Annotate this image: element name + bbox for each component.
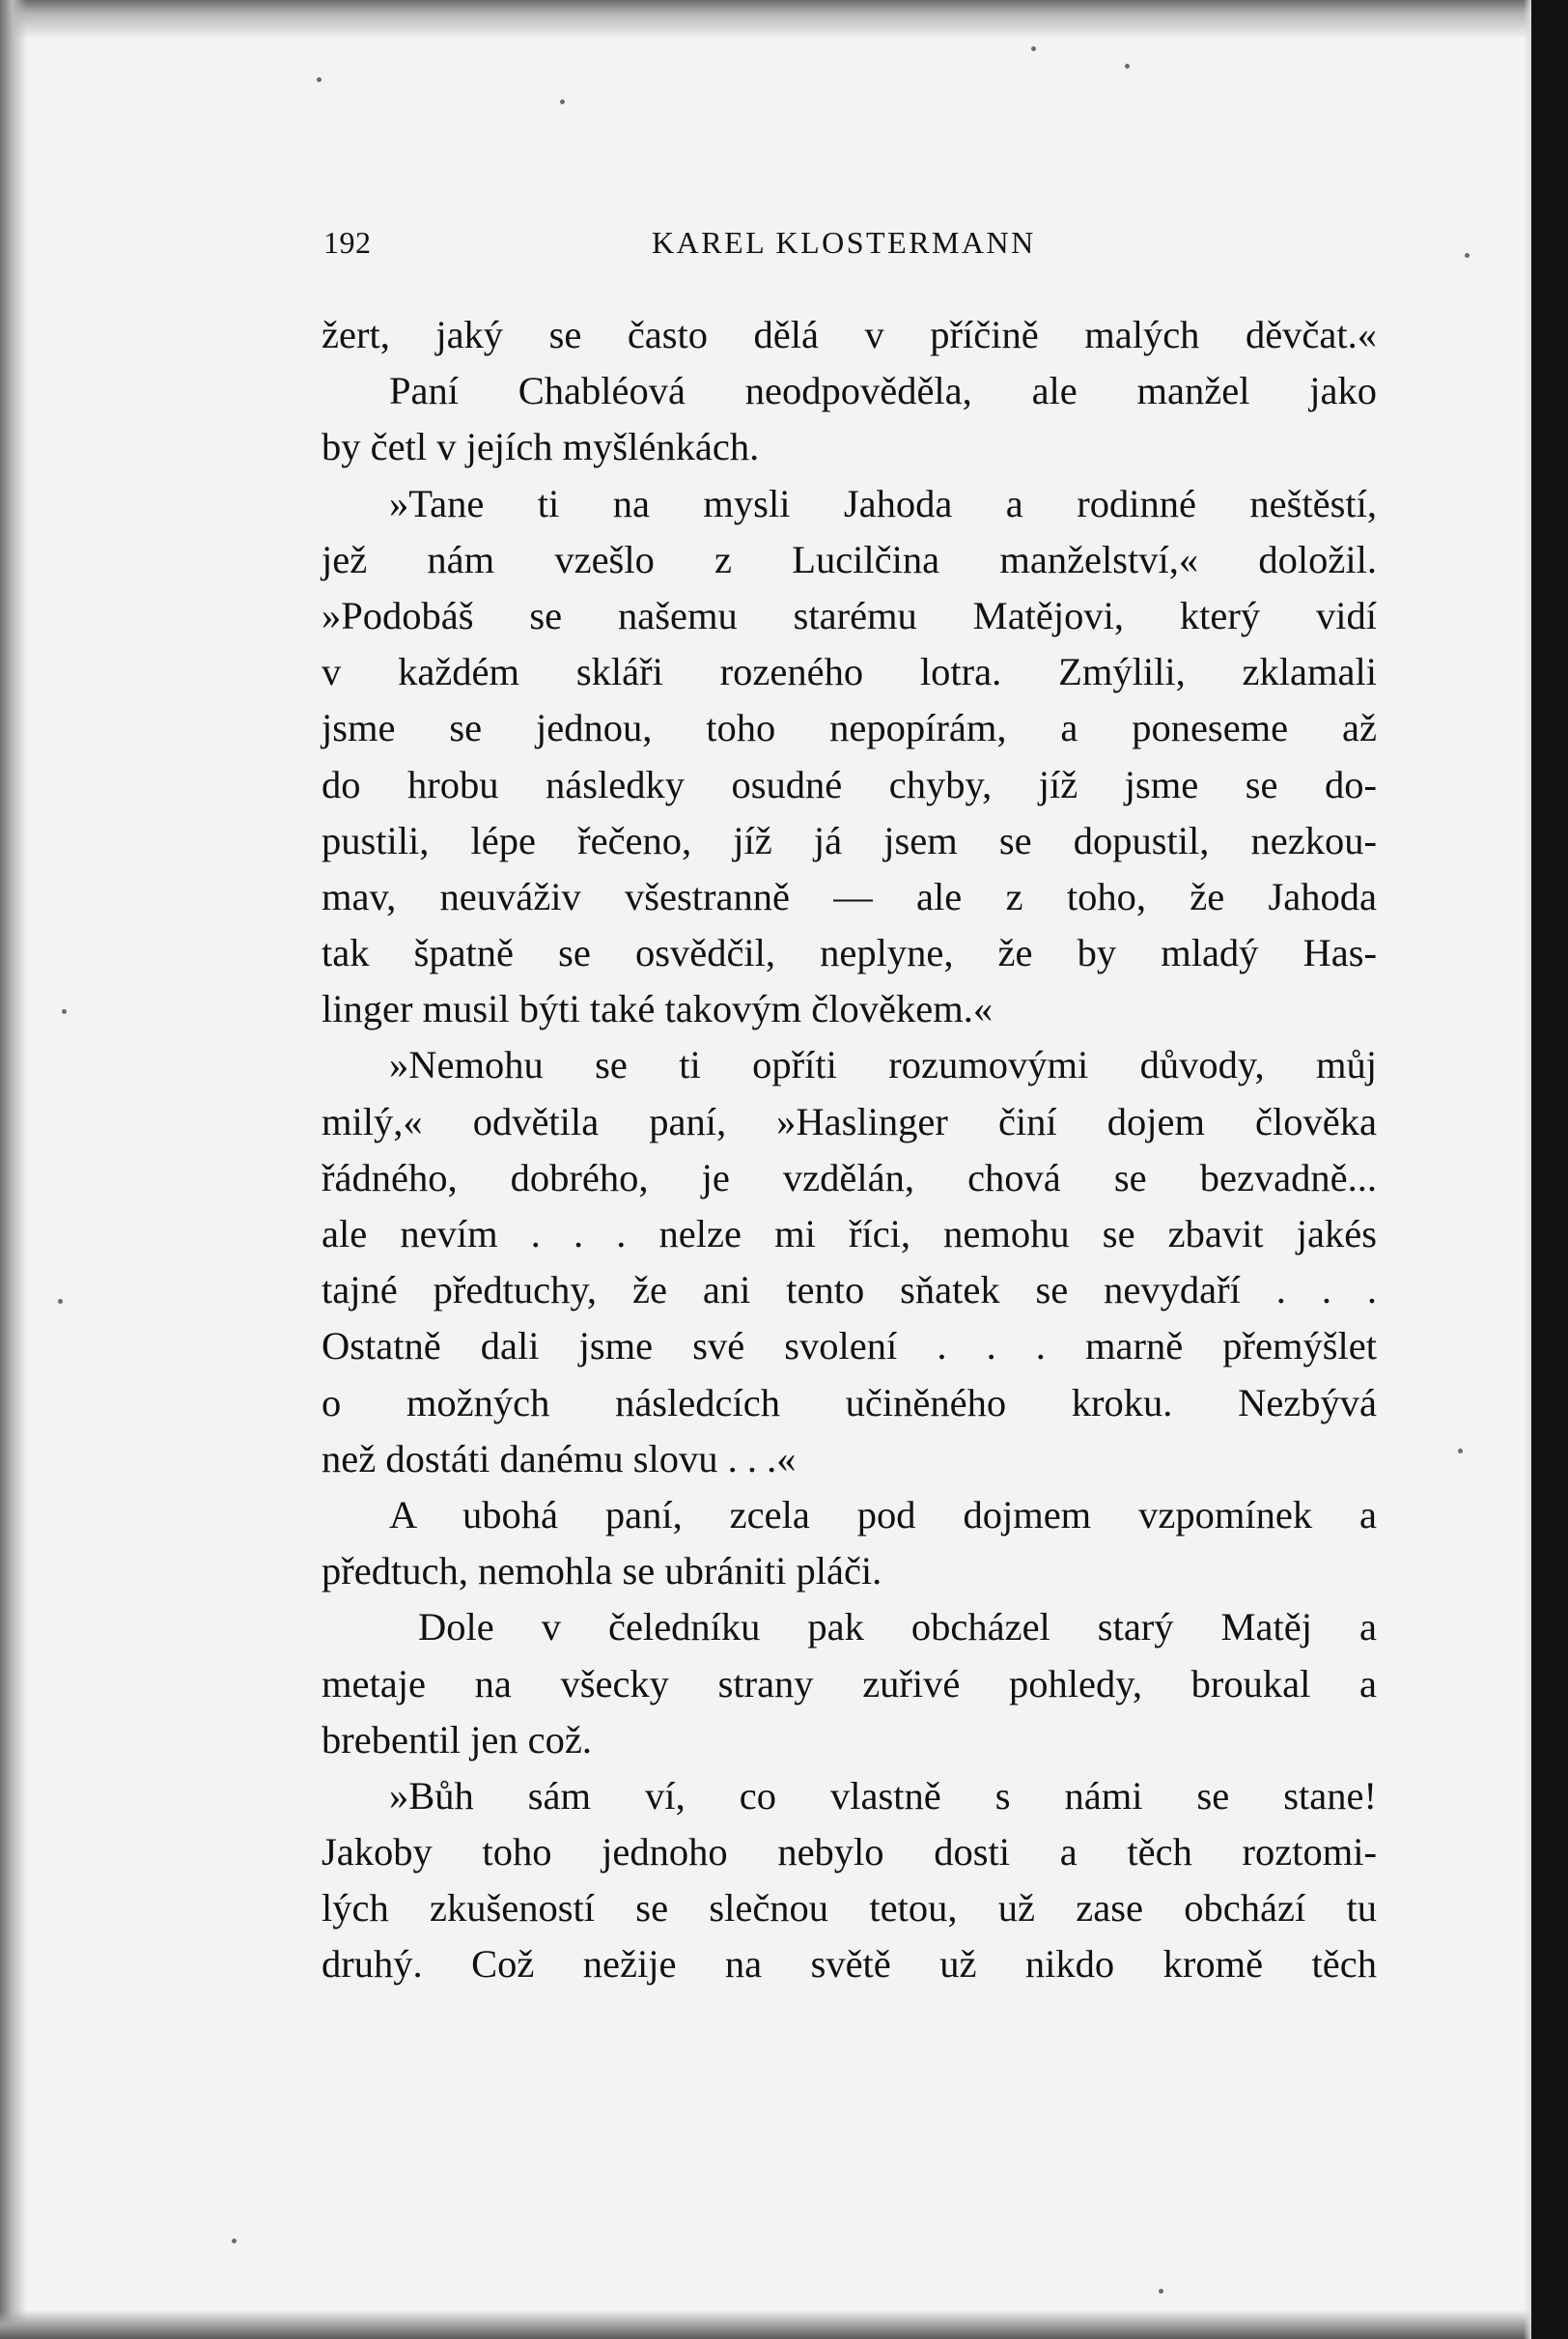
bottom-scan-shadow xyxy=(0,2310,1568,2339)
text-line: »Tane ti na mysli Jahoda a rodinné neštěstí, xyxy=(389,481,1377,525)
text-line: by četl v jejích myšlénkách. xyxy=(322,425,760,469)
scan-speck xyxy=(1031,46,1036,51)
text-line: »Podobáš se našemu starému Matějovi, který vidí xyxy=(322,593,1377,637)
page-number: 192 xyxy=(323,225,372,260)
text-line: linger musil býti také takovým člověkem.« xyxy=(322,987,994,1031)
left-scan-shadow xyxy=(0,0,27,2339)
text-line: než dostáti danému slovu . . .« xyxy=(322,1436,797,1480)
scan-speck xyxy=(62,1009,67,1014)
top-scan-shadow xyxy=(0,0,1568,39)
scan-speck xyxy=(317,77,322,82)
page-header xyxy=(323,225,1381,273)
text-line: Paní Chabléová neodpověděla, ale manžel jako xyxy=(389,369,1377,413)
right-edge-highlight xyxy=(1524,0,1531,2339)
text-line: pustili, lépe řečeno, jíž já jsem se dopustil, nezkou- xyxy=(322,818,1377,862)
scan-speck xyxy=(232,2239,237,2243)
text-line: metaje na všecky strany zuřivé pohledy, broukal a xyxy=(322,1661,1377,1705)
text-line: druhý. Což nežije na světě už nikdo kromě těch xyxy=(322,1942,1377,1987)
text-line: tajné předtuchy, že ani tento sňatek se nevydaří . . . xyxy=(322,1268,1377,1312)
text-line: žert, jaký se často dělá v příčině malých děvčat.« xyxy=(322,313,1377,356)
scan-speck xyxy=(560,99,565,104)
text-line: »Nemohu se ti opříti rozumovými důvody, můj xyxy=(389,1043,1377,1087)
right-binding-edge xyxy=(1531,0,1568,2339)
text-line: řádného, dobrého, je vzdělán, chová se bezvadně... xyxy=(322,1155,1377,1199)
text-line: předtuch, nemohla se ubrániti pláči. xyxy=(322,1549,882,1593)
text-line: v každém skláři rozeného lotra. Zmýlili, zklamali xyxy=(322,650,1377,694)
text-line: »Bůh sám ví, co vlastně s námi se stane! xyxy=(389,1773,1377,1818)
text-line: ale nevím . . . nelze mi říci, nemohu se zbavit jakés xyxy=(322,1212,1377,1255)
text-line: jež nám vzešlo z Lucilčina manželství,« doložil. xyxy=(322,537,1377,581)
text-line: do hrobu následky osudné chyby, jíž jsme se do- xyxy=(322,762,1377,806)
text-line: lých zkušeností se slečnou tetou, už zase obchází tu xyxy=(322,1886,1377,1930)
text-line: tak špatně se osvědčil, neplyne, že by mladý Has- xyxy=(322,931,1377,975)
text-line: A ubohá paní, zcela pod dojmem vzpomínek a xyxy=(389,1492,1377,1536)
scan-speck xyxy=(58,1299,63,1304)
text-line: milý,« odvětila paní, »Haslinger činí dojem člověka xyxy=(322,1099,1377,1143)
scan-speck xyxy=(1125,64,1130,69)
body-text xyxy=(322,307,1377,1993)
text-line: jsme se jednou, toho nepopírám, a poneseme až xyxy=(322,706,1377,750)
text-line: Jakoby toho jednoho nebylo dosti a těch roztomi- xyxy=(322,1830,1377,1874)
running-head-author: KAREL KLOSTERMANN xyxy=(652,225,1036,260)
scan-speck xyxy=(1458,1449,1463,1453)
text-line: Ostatně dali jsme své svolení . . . marně přemýšlet xyxy=(322,1324,1377,1368)
text-line: o možných následcích učiněného kroku. Nezbývá xyxy=(322,1380,1377,1424)
text-line: Dole v čeledníku pak obcházel starý Matěj a xyxy=(418,1605,1377,1649)
scan-speck xyxy=(1465,253,1470,258)
scan-speck xyxy=(1159,2289,1163,2294)
text-line: mav, neuváživ všestranně — ale z toho, že Jahoda xyxy=(322,874,1377,918)
text-line: brebentil jen což. xyxy=(322,1717,592,1761)
